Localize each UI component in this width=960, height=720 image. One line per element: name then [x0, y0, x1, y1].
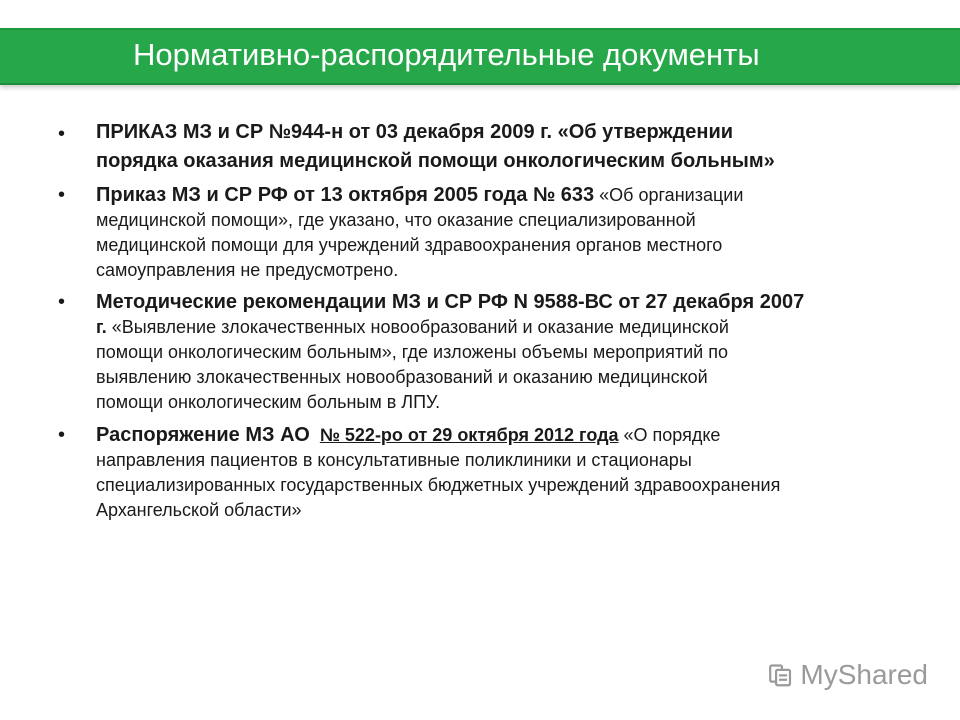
item-line: выявлению злокачественных новообразований и оказанию медицинской	[96, 367, 708, 387]
item-text: «Выявление злокачественных новообразований и оказание медицинской	[106, 317, 729, 337]
item-heading-cont: г.	[96, 317, 107, 337]
slide-title: Нормативно-распорядительные документы	[133, 37, 760, 72]
item-line: порядка оказания медицинской помощи онкологическим больным»	[96, 150, 775, 172]
item-line: самоуправления не предусмотрено.	[96, 260, 399, 280]
bullet: •	[58, 424, 66, 446]
item-line: помощи онкологическим больным», где изложены объемы мероприятий по	[96, 342, 728, 362]
list-item	[58, 423, 906, 523]
title-bar	[0, 28, 960, 85]
myshared-logo-icon	[768, 657, 794, 693]
item-heading: Методические рекомендации МЗ и СР РФ N 9588-ВС от 27 декабря 2007	[96, 291, 805, 313]
watermark-text: MyShared	[800, 659, 928, 690]
item-heading: Приказ МЗ и СР РФ от 13 октября 2005 года № 633	[96, 184, 595, 206]
list-item	[58, 183, 906, 283]
item-line: направления пациентов в консультативные поликлиники и стационары	[96, 450, 692, 470]
document-list	[58, 118, 906, 523]
order-link[interactable]: № 522-ро от 29 октября 2012 года	[319, 425, 619, 445]
myshared-watermark	[768, 655, 928, 695]
item-line: Архангельской области»	[96, 500, 302, 520]
list-item	[58, 290, 906, 415]
item-text: «Об организации	[594, 185, 744, 205]
bullet: •	[58, 184, 66, 206]
item-line: медицинской помощи», где указано, что оказание специализированной	[96, 210, 696, 230]
bullet: •	[58, 291, 66, 313]
item-heading: Распоряжение МЗ АО	[96, 424, 310, 446]
item-text: «О порядке	[618, 425, 721, 445]
item-line: специализированных государственных бюджетных учреждений здравоохранения	[96, 475, 781, 495]
item-line: помощи онкологическим больным в ЛПУ.	[96, 392, 441, 412]
item-line: ПРИКАЗ МЗ и СР №944-н от 03 декабря 2009 г. «Об утверждении	[96, 121, 734, 143]
bullet: •	[58, 123, 66, 145]
item-line: медицинской помощи для учреждений здравоохранения органов местного	[96, 235, 723, 255]
list-item	[58, 118, 906, 176]
